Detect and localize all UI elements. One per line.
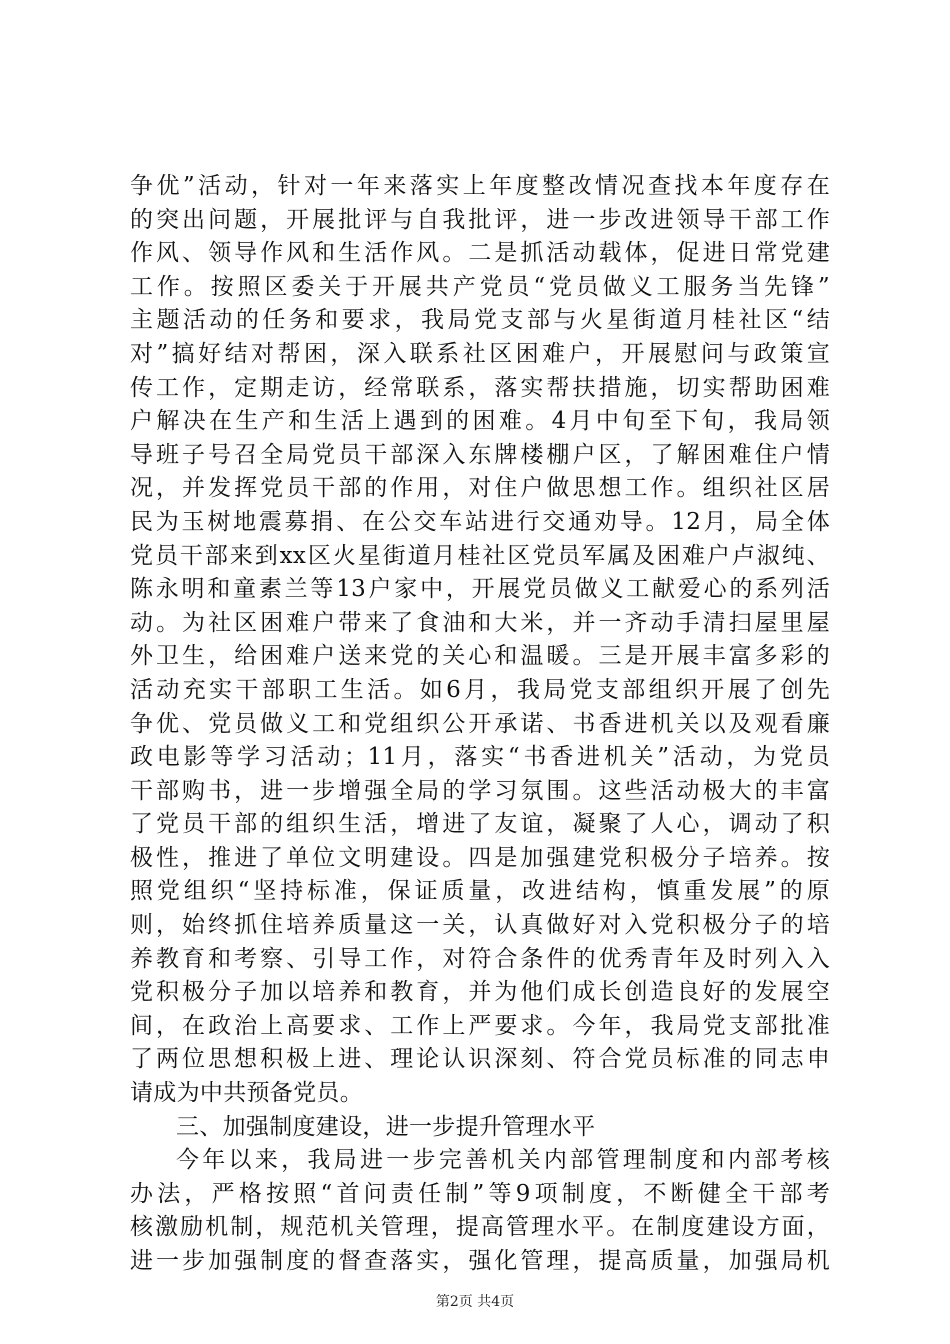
text-line: 主题活动的任务和要求，我局党支部与火星街道月桂社区“结 bbox=[130, 307, 830, 334]
text-line: 核激励机制，规范机关管理，提高管理水平。在制度建设方面， bbox=[130, 1214, 830, 1241]
text-line: 党员干部来到xx区火星街道月桂社区党员军属及困难户卢淑纯、 bbox=[130, 542, 830, 569]
text-line: 况，并发挥党员干部的作用，对住户做思想工作。组织社区居 bbox=[130, 475, 830, 502]
text-line: 对”搞好结对帮困，深入联系社区困难户，开展慰问与政策宣 bbox=[130, 340, 830, 367]
text-line: 传工作，定期走访，经常联系，落实帮扶措施，切实帮助困难 bbox=[130, 374, 830, 401]
text-line: 今年以来，我局进一步完善机关内部管理制度和内部考核 bbox=[176, 1147, 830, 1174]
text-line: 间，在政治上高要求、工作上严要求。今年，我局党支部批准 bbox=[130, 1012, 830, 1039]
text-line: 动。为社区困难户带来了食油和大米，并一齐动手清扫屋里屋 bbox=[130, 609, 830, 636]
text-line: 作风、领导作风和生活作风。二是抓活动载体，促进日常党建 bbox=[130, 240, 830, 267]
paragraph-2 bbox=[130, 1144, 830, 1278]
text-line: 户解决在生产和生活上遇到的困难。4月中旬至下旬，我局领 bbox=[130, 408, 830, 435]
text-line: 党积极分子加以培养和教育，并为他们成长创造良好的发展空 bbox=[130, 979, 830, 1006]
text-line: 极性，推进了单位文明建设。四是加强建党积极分子培养。按 bbox=[130, 844, 830, 871]
page-indicator: 第2页 共4页 bbox=[435, 1294, 515, 1310]
page-footer bbox=[0, 1292, 950, 1312]
text-line: 干部购书，进一步增强全局的学习氛围。这些活动极大的丰富 bbox=[130, 777, 830, 804]
text-line: 外卫生，给困难户送来党的关心和温暖。三是开展丰富多彩的 bbox=[130, 643, 830, 670]
text-line: 照党组织“坚持标准，保证质量，改进结构，慎重发展”的原 bbox=[130, 878, 830, 905]
text-line: 争优”活动，针对一年来落实上年度整改情况查找本年度存在 bbox=[130, 173, 830, 199]
text-line: 了党员干部的组织生活，增进了友谊，凝聚了人心，调动了积 bbox=[130, 811, 830, 838]
text-line: 进一步加强制度的督查落实，强化管理，提高质量，加强局机 bbox=[130, 1248, 830, 1274]
text-line: 了两位思想积极上进、理论认识深刻、符合党员标准的同志申 bbox=[130, 1046, 830, 1073]
text-line: 陈永明和童素兰等13户家中，开展党员做义工献爱心的系列活 bbox=[130, 576, 830, 603]
paragraph-1 bbox=[130, 170, 830, 1111]
text-line: 政电影等学习活动；11月，落实“书香进机关”活动，为党员 bbox=[130, 744, 830, 771]
section-heading: 三、加强制度建设，进一步提升管理水平 bbox=[176, 1113, 596, 1140]
text-line: 争优、党员做义工和党组织公开承诺、书香进机关以及观看廉 bbox=[130, 710, 830, 737]
text-line: 民为玉树地震募捐、在公交车站进行交通劝导。12月，局全体 bbox=[130, 508, 830, 535]
text-line: 养教育和考察、引导工作，对符合条件的优秀青年及时列入入 bbox=[130, 945, 830, 972]
text-line: 的突出问题，开展批评与自我批评，进一步改进领导干部工作 bbox=[130, 206, 830, 233]
text-line: 则，始终抓住培养质量这一关，认真做好对入党积极分子的培 bbox=[130, 912, 830, 939]
text-line: 导班子号召全局党员干部深入东牌楼棚户区，了解困难住户情 bbox=[130, 441, 830, 468]
document-body bbox=[130, 170, 830, 1279]
text-line: 活动充实干部职工生活。如6月，我局党支部组织开展了创先 bbox=[130, 676, 830, 703]
text-line: 办法，严格按照“首问责任制”等9项制度，不断健全干部考 bbox=[130, 1180, 830, 1207]
text-line: 请成为中共预备党员。 bbox=[130, 1080, 363, 1107]
text-line: 工作。按照区委关于开展共产党员“党员做义工服务当先锋” bbox=[130, 273, 830, 300]
